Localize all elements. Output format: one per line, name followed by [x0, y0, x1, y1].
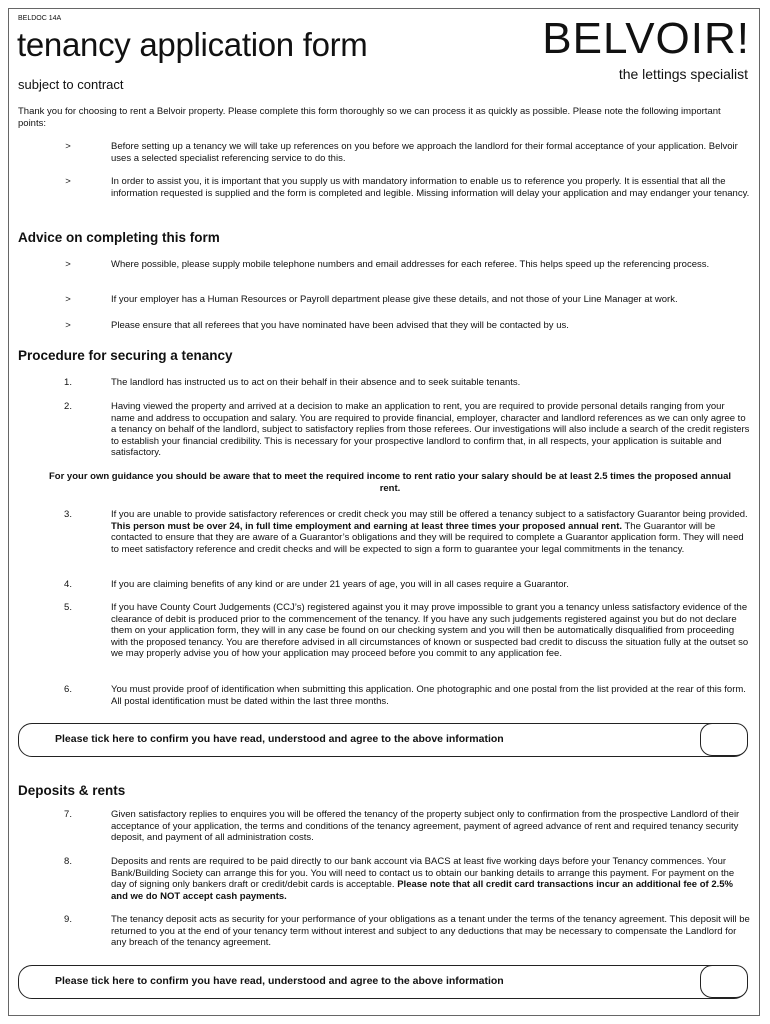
item-number: 7. — [64, 809, 72, 820]
list-item — [18, 856, 750, 902]
confirm-bar-1 — [18, 723, 748, 757]
list-item — [18, 914, 750, 949]
list-item-text: The landlord has instructed us to act on their behalf in their absence and to seek suitable tenants. — [111, 377, 521, 388]
list-item — [18, 684, 750, 707]
list-item — [18, 294, 750, 306]
guarantor-requirement: This person must be over 24, in full time employment and earning at least three times your proposed annual rent. — [111, 520, 623, 532]
list-item — [18, 141, 750, 164]
document-code: BELDOC 14A — [18, 15, 62, 22]
list-item — [18, 809, 750, 844]
credit-card-fee-note: Please note that all credit card transactions incur an additional fee of 2.5% and we do NOT accept cash payments. — [111, 879, 733, 902]
list-item — [18, 320, 750, 332]
list-item-text: Please ensure that all referees that you have nominated have been advised that they will be contacted by us. — [111, 320, 569, 331]
list-item-text: Where possible, please supply mobile telephone numbers and email addresses for each referee. This helps speed up the referencing process. — [111, 259, 710, 270]
list-item-text: Before setting up a tenancy we will take up references on you before we approach the landlord for their formal acceptance of your application. Belvoir uses a selected specialist referencing service to do this. — [111, 141, 738, 164]
confirm-checkbox-1[interactable] — [700, 723, 748, 756]
logo-tagline: the lettings specialist — [618, 66, 748, 82]
list-item — [18, 579, 750, 591]
confirm-label: Please tick here to confirm you have read, understood and agree to the above information — [55, 975, 504, 987]
intro-paragraph: Thank you for choosing to rent a Belvoir property. Please complete this form thoroughly so we can process it as quickly as possible. Please note the following important points: — [18, 106, 721, 129]
item-number: 5. — [64, 602, 72, 613]
list-item — [18, 509, 750, 555]
item-number: 1. — [64, 377, 72, 388]
belvoir-logo: BELVOIR! — [542, 14, 750, 63]
page-subtitle: subject to contract — [18, 77, 124, 92]
bullet-marker: > — [65, 320, 71, 331]
item-number: 8. — [64, 856, 72, 867]
list-item-text: In order to assist you, it is important that you supply us with mandatory information to enable us to reference you properly. It is essential that all the information requested is supplied and the form is completed and legible. Missing information will delay your application and may endanger your tenancy. — [111, 176, 750, 199]
page-title: tenancy application form — [17, 26, 368, 63]
item-number: 3. — [64, 509, 72, 520]
list-item-text: The tenancy deposit acts as security for your performance of your obligations as a tenant under the terms of the tenancy agreement. This deposit will be returned to you at the end of your tenancy term without interest and subject to any deductions that may be necessary to compensate the Landlord for any breach of the tenancy agreement. — [111, 914, 750, 948]
bullet-marker: > — [65, 259, 71, 270]
section-heading-advice: Advice on completing this form — [18, 230, 220, 245]
list-item-text: Given satisfactory replies to enquires you will be offered the tenancy of the property subject only to confirmation from the prospective Landlord of their acceptance of your application, the terms and conditions of the tenancy agreement, payment of agreed advance of rent and required tenancy security deposit, and payment of all administration costs. — [111, 809, 740, 843]
list-item — [18, 377, 750, 389]
bullet-marker: > — [65, 176, 71, 187]
list-item-text: If you are unable to provide satisfactory references or credit check you may still be offered a tenancy subject to a satisfactory Guarantor being provided. This person must be over 24, in full time employment and earning at least three times your proposed annual rent. The Guarantor will be contacted to ensure that they are aware of a Guarantor’s obligations and they will be required to complete a Guarantor application form. They will need to meet satisfactory reference and credit checks and will be expected to sign a form to guarantee your legal commitments in the tenancy. — [111, 509, 748, 555]
list-item-text: If you are claiming benefits of any kind or are under 21 years of age, you will in all cases require a Guarantor. — [111, 579, 569, 590]
confirm-label: Please tick here to confirm you have read, understood and agree to the above information — [55, 733, 504, 745]
list-item-text: If your employer has a Human Resources or Payroll department please give these details, and not those of your Line Manager at work. — [111, 294, 678, 305]
list-item — [18, 401, 750, 459]
section-heading-deposits: Deposits & rents — [18, 783, 126, 798]
confirm-bar-2 — [18, 965, 748, 999]
list-item — [18, 602, 750, 660]
list-item-text: Having viewed the property and arrived at a decision to make an application to rent, you are required to provide personal details ranging from your name and address to occupation and salary. You are required to provide financial, employer, character and landlord references as we can only agree to a tenancy on behalf of the landlord, subject to satisfactory replies from those referees. Our investigations will also include a search of the credit registers to establish your financial credibility. This is necessary for your prospective landlord to confirm that, in all respects, your application is suitable and satisfactory. — [111, 401, 750, 458]
item-number: 6. — [64, 684, 72, 695]
list-item-text: If you have County Court Judgements (CCJ’s) registered against you it may prove impossible to grant you a tenancy unless satisfactory evidence of the clearance of debit is produced prior to the commencement of the tenancy. If you have any such judgements registered against you but do not declare them on your application form, they will in any case be found on our checking system and you will then be automatically disqualified from proceeding with the proposed tenancy. You are therefore advised in all circumstances of known or suspected bad credit to discuss the situation fully at the outset so we may properly advise you of how your application may proceed before you commit to any application fee. — [111, 602, 749, 659]
bullet-marker: > — [65, 294, 71, 305]
list-item-text: Deposits and rents are required to be paid directly to our bank account via BACS at least five working days before your Tenancy commences. Your Bank/Building Society can arrange this for you. You will need to contact us to obtain our banking details to arrange this payment. For payment on the day of signing only bankers draft or credit/debit cards is acceptable. Please note that all credit card transactions incur an additional fee of 2.5% and we do NOT accept cash payments. — [111, 856, 735, 902]
list-item — [18, 176, 750, 199]
item-number: 2. — [64, 401, 72, 412]
confirm-checkbox-2[interactable] — [700, 965, 748, 998]
income-guidance-note: For your own guidance you should be aware that to meet the required income to rent ratio your salary should be at least 2.5 times the proposed annual rent. — [48, 471, 732, 494]
item-number: 9. — [64, 914, 72, 925]
section-heading-procedure: Procedure for securing a tenancy — [18, 348, 233, 363]
bullet-marker: > — [65, 141, 71, 152]
list-item-text: You must provide proof of identification when submitting this application. One photographic and one postal from the list provided at the rear of this form. All postal identification must be dated within the last three months. — [111, 684, 746, 707]
list-item — [18, 259, 750, 271]
item-number: 4. — [64, 579, 72, 590]
